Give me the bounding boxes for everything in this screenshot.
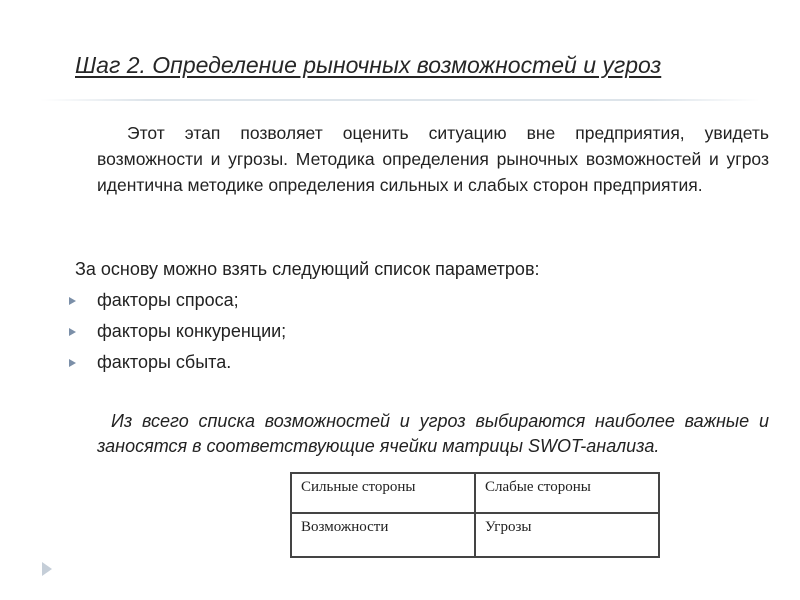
list-item	[66, 316, 286, 347]
list-item-text: факторы спроса;	[97, 290, 239, 310]
table-row	[291, 513, 659, 557]
table-cell-strengths: Сильные стороны	[291, 473, 475, 513]
list-item	[66, 347, 286, 378]
triangle-right-bullet-icon	[66, 285, 80, 316]
parameter-list	[66, 285, 286, 378]
triangle-right-bullet-icon	[66, 347, 80, 378]
next-slide-arrow-icon[interactable]	[42, 562, 52, 576]
intro-paragraph: Этот этап позволяет оценить ситуацию вне предприятия, увидеть возможности и угрозы. Методика определения рыночных возможностей и угроз идентична методике определения сильных и слабых сторон предприятия.	[97, 123, 769, 195]
title-divider	[40, 99, 760, 101]
table-cell-weaknesses: Слабые стороны	[475, 473, 659, 513]
list-item	[66, 285, 286, 316]
slide-title: Шаг 2. Определение рыночных возможностей и угроз	[75, 52, 662, 78]
triangle-right-bullet-icon	[66, 316, 80, 347]
table-cell-threats: Угрозы	[475, 513, 659, 557]
table-cell-opportunities: Возможности	[291, 513, 475, 557]
list-item-text: факторы конкуренции;	[97, 321, 287, 341]
table-row	[291, 473, 659, 513]
closing-paragraph: Из всего списка возможностей и угроз выбираются наиболее важные и заносятся в соответствующие ячейки матрицы SWOT-анализа.	[97, 411, 769, 456]
list-intro: За основу можно взять следующий список параметров:	[75, 259, 540, 279]
list-item-text: факторы сбыта.	[97, 352, 232, 372]
swot-matrix-table	[290, 472, 660, 558]
